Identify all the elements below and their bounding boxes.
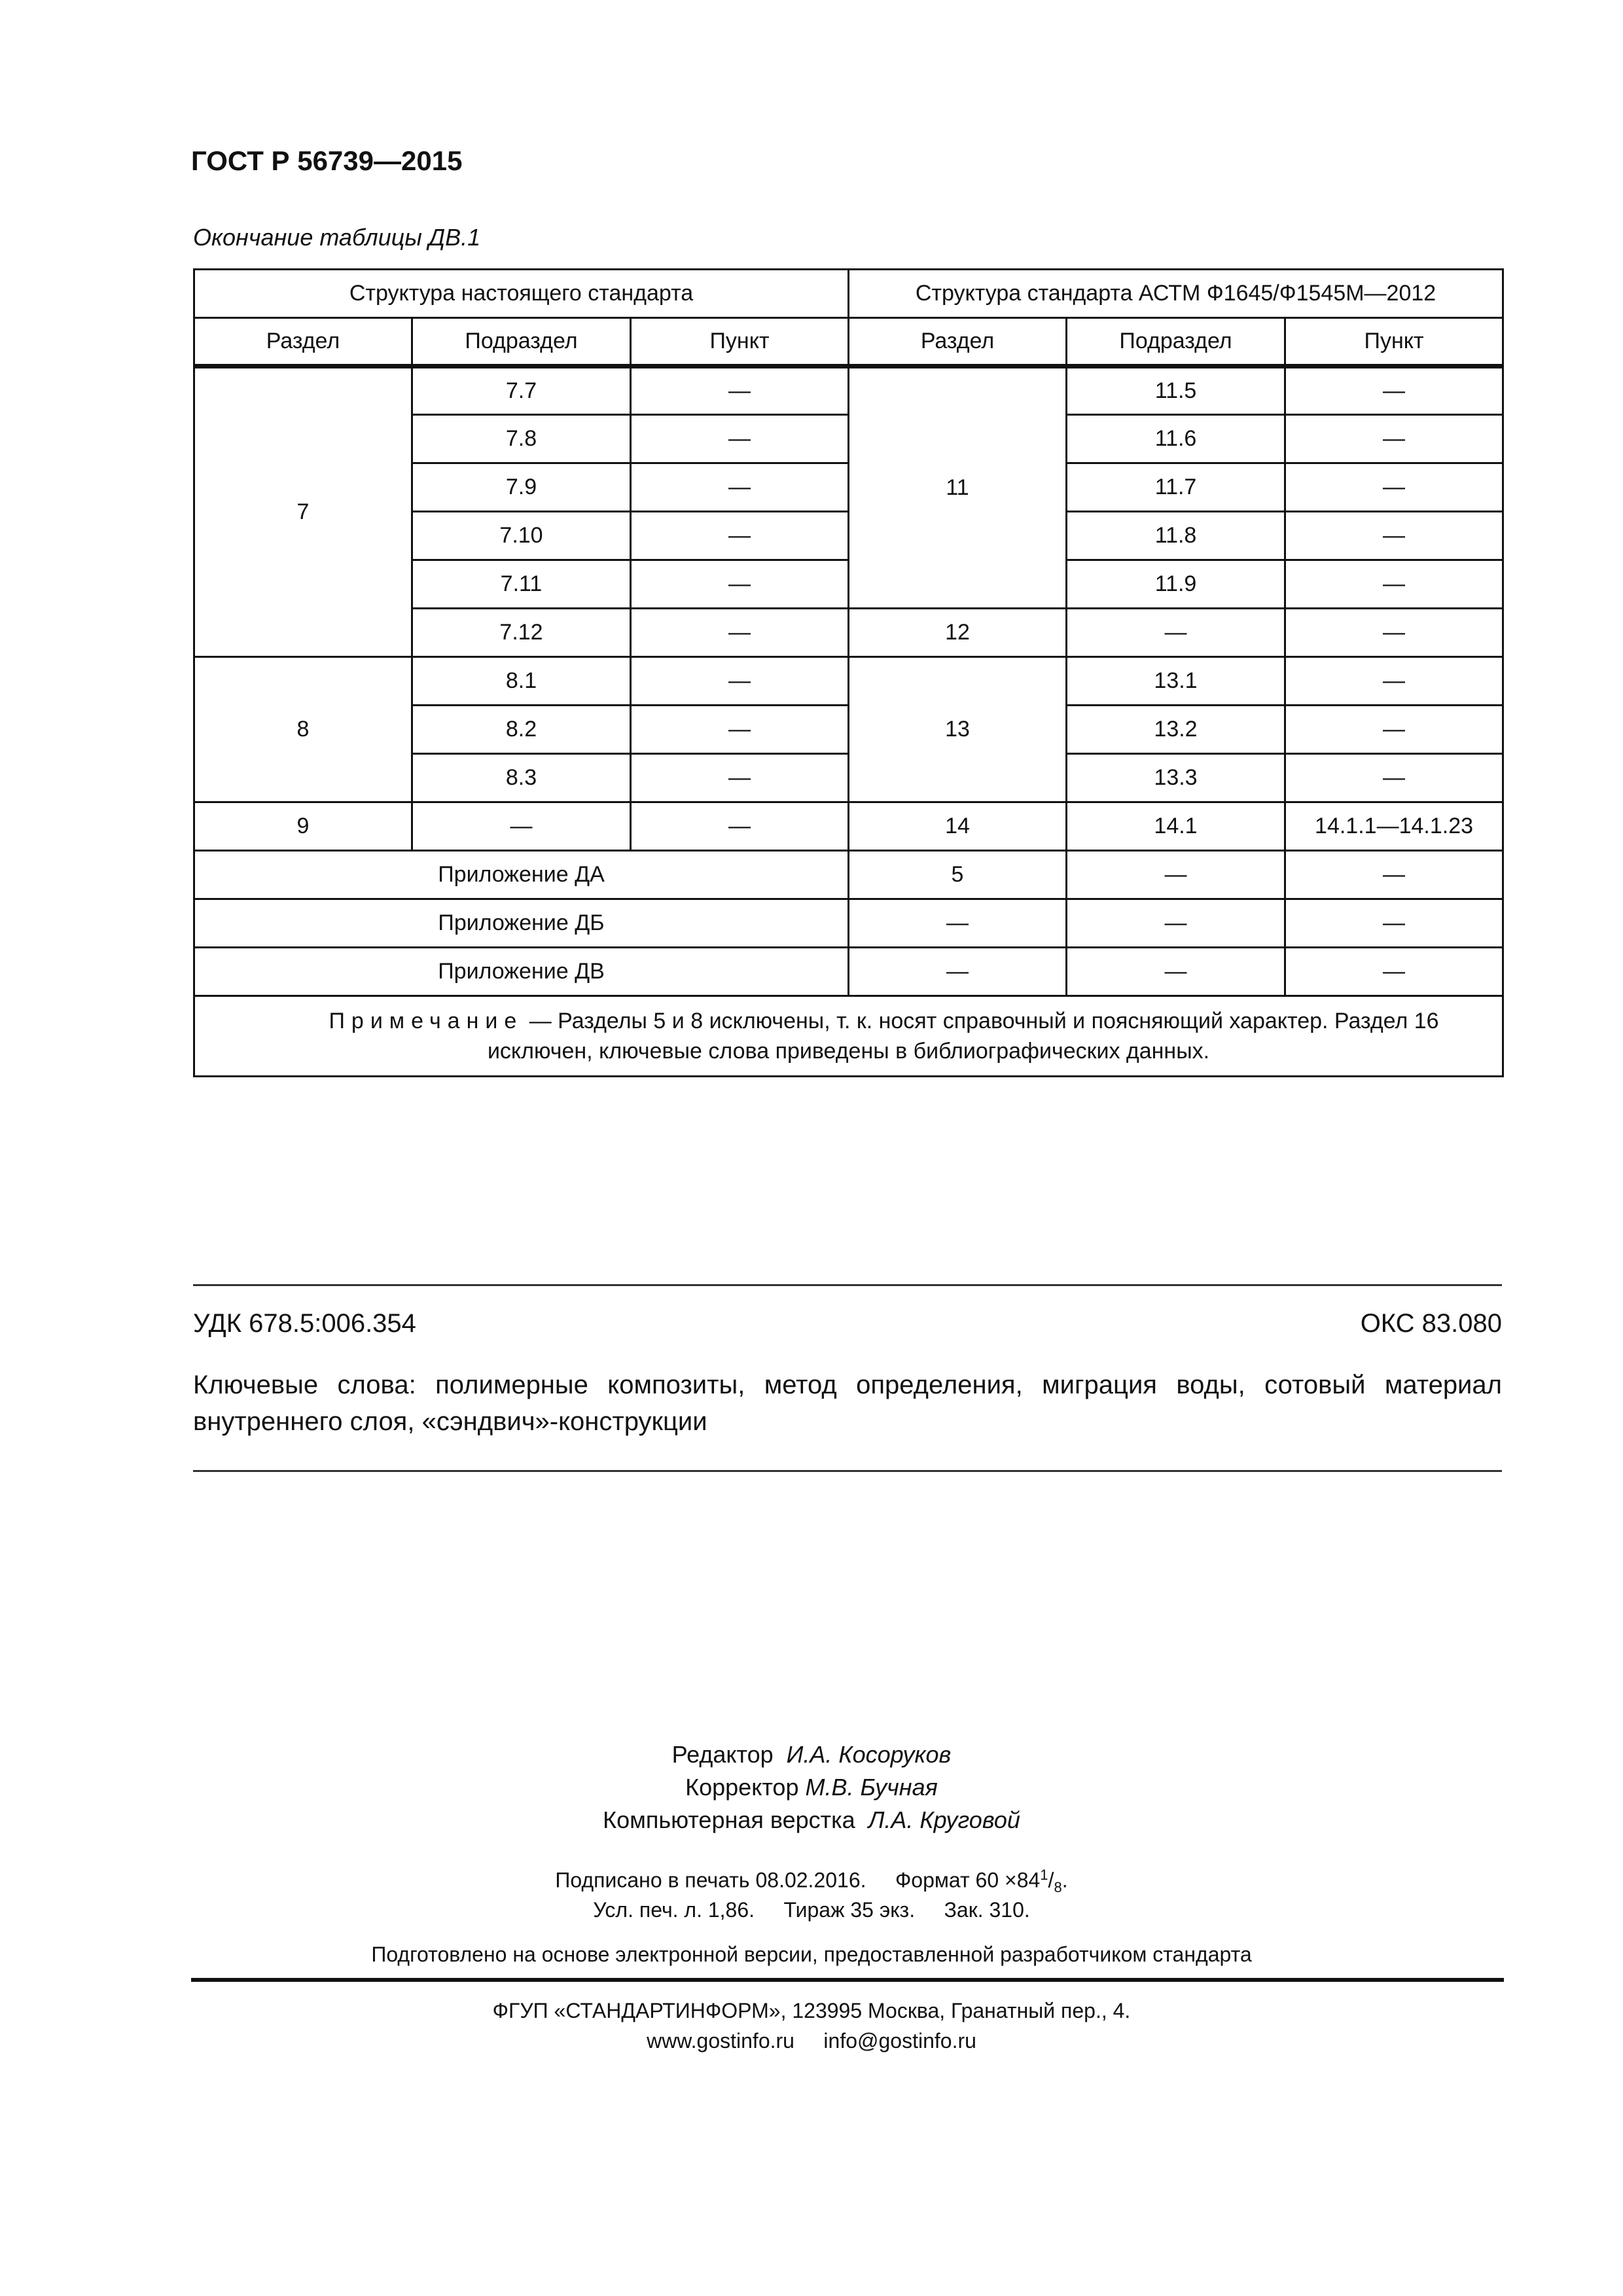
col-header: Подраздел [412, 318, 631, 367]
col-header: Подраздел [1067, 318, 1285, 367]
cell-astm-item: — [1285, 463, 1503, 512]
prepared-note: Подготовлено на основе электронной версии, предоставленной разработчиком стандарта [371, 1943, 1252, 1966]
note-text: — Разделы 5 и 8 исключены, т. к. носят справочный и поясняющий характер. Раздел 16 исключен, ключевые слова приведены в библиографических данных. [487, 1009, 1439, 1064]
editor-label: Редактор [671, 1741, 774, 1768]
cell-item: — [631, 754, 849, 802]
cell-astm-subsection: 11.9 [1067, 560, 1285, 609]
cell-astm-subsection: 14.1 [1067, 802, 1285, 851]
cell-subsection: 7.8 [412, 415, 631, 463]
note-label: Примечание [329, 1009, 524, 1033]
cell-subsection: — [412, 802, 631, 851]
cell-astm-item: — [1285, 415, 1503, 463]
cell-razdel: 7 [194, 367, 412, 657]
cell-astm-razdel: 12 [849, 609, 1067, 657]
cell-subsection: 7.7 [412, 367, 631, 415]
table-note-row [194, 996, 1503, 1077]
cell-astm-item: — [1285, 657, 1503, 706]
format-numerator: 1 [1040, 1867, 1048, 1883]
cell-subsection: 7.9 [412, 463, 631, 512]
cell-appendix: Приложение ДВ [194, 948, 849, 996]
table-note [194, 996, 1503, 1077]
table-row [194, 802, 1503, 851]
cell-astm-item: — [1285, 512, 1503, 560]
corrector-name: М.В. Бучная [805, 1774, 938, 1801]
cell-astm-razdel: 5 [849, 851, 1067, 899]
cell-astm-razdel: — [849, 899, 1067, 948]
udk-code: УДК 678.5:006.354 [193, 1309, 416, 1338]
cell-astm-razdel: 13 [849, 657, 1067, 802]
cell-item: — [631, 802, 849, 851]
cell-appendix: Приложение ДА [194, 851, 849, 899]
cell-item: — [631, 657, 849, 706]
layout-line [0, 1806, 1623, 1834]
cell-astm-subsection: 11.8 [1067, 512, 1285, 560]
cell-astm-razdel: — [849, 948, 1067, 996]
cell-astm-subsection: — [1067, 609, 1285, 657]
divider [193, 1284, 1502, 1286]
cell-astm-razdel: 11 [849, 367, 1067, 609]
cell-astm-item: — [1285, 948, 1503, 996]
table-row [194, 367, 1503, 415]
group-header-current: Структура настоящего стандарта [194, 270, 849, 318]
cell-razdel: 9 [194, 802, 412, 851]
publisher-site-link[interactable]: www.gostinfo.ru [647, 2029, 794, 2053]
cell-item: — [631, 512, 849, 560]
print-line-1: Подписано в печать 08.02.2016. Формат $60 \times 84^1/_8$. [555, 1867, 1068, 1896]
col-header: Пункт [1285, 318, 1503, 367]
cell-subsection: 7.10 [412, 512, 631, 560]
cell-astm-subsection: 11.6 [1067, 415, 1285, 463]
signed-date: Подписано в печать 08.02.2016. [555, 1868, 866, 1892]
layout-name: Л.А. Круговой [868, 1806, 1020, 1833]
cell-astm-subsection: — [1067, 899, 1285, 948]
cell-subsection: 8.2 [412, 706, 631, 754]
col-header: Раздел [849, 318, 1067, 367]
publisher-email-link[interactable]: info@gostinfo.ru [823, 2029, 976, 2053]
table-row [194, 899, 1503, 948]
cell-astm-subsection: — [1067, 851, 1285, 899]
cell-subsection: 8.1 [412, 657, 631, 706]
cell-astm-item: — [1285, 609, 1503, 657]
corrector-line [0, 1774, 1623, 1801]
cell-astm-subsection: 11.5 [1067, 367, 1285, 415]
publisher-contacts [0, 2029, 1623, 2053]
format-label: Формат 60 ×84 [895, 1868, 1041, 1892]
cell-item: — [631, 415, 849, 463]
cell-astm-subsection: — [1067, 948, 1285, 996]
table-row [194, 657, 1503, 706]
cell-astm-item: — [1285, 899, 1503, 948]
cell-item: — [631, 367, 849, 415]
cell-astm-subsection: 13.1 [1067, 657, 1285, 706]
cell-astm-subsection: 13.2 [1067, 706, 1285, 754]
divider-thick [191, 1978, 1504, 1982]
cell-item: — [631, 463, 849, 512]
cell-subsection: 7.11 [412, 560, 631, 609]
print-line-2: Усл. печ. л. 1,86. Тираж 35 экз. Зак. 310. [593, 1898, 1030, 1922]
divider [193, 1470, 1502, 1472]
col-header: Пункт [631, 318, 849, 367]
cell-astm-item: — [1285, 706, 1503, 754]
cell-razdel: 8 [194, 657, 412, 802]
layout-label: Компьютерная верстка [603, 1806, 855, 1833]
cell-astm-item: — [1285, 367, 1503, 415]
table-row [194, 851, 1503, 899]
table-caption: Окончание таблицы ДВ.1 [193, 224, 481, 251]
cell-appendix: Приложение ДБ [194, 899, 849, 948]
keywords: Ключевые слова: полимерные композиты, метод определения, миграция воды, сотовый материал внутреннего слоя, «сэндвич»-конструкции [193, 1371, 1502, 1436]
cell-astm-item: 14.1.1—14.1.23 [1285, 802, 1503, 851]
cell-item: — [631, 706, 849, 754]
group-header-astm: Структура стандарта АСТМ Ф1645/Ф1545М—2012 [849, 270, 1503, 318]
cell-item: — [631, 609, 849, 657]
editor-line [0, 1741, 1623, 1768]
oks-code: ОКС 83.080 [1360, 1309, 1502, 1338]
cell-astm-razdel: 14 [849, 802, 1067, 851]
cell-astm-item: — [1285, 754, 1503, 802]
document-code: ГОСТ Р 56739—2015 [191, 145, 463, 176]
col-header: Раздел [194, 318, 412, 367]
table-row [194, 948, 1503, 996]
cell-item: — [631, 560, 849, 609]
structure-comparison-table [193, 268, 1504, 1077]
cell-subsection: 7.12 [412, 609, 631, 657]
publisher-address: ФГУП «СТАНДАРТИНФОРМ», 123995 Москва, Гранатный пер., 4. [492, 1999, 1131, 2022]
cell-astm-item: — [1285, 851, 1503, 899]
cell-astm-subsection: 13.3 [1067, 754, 1285, 802]
cell-subsection: 8.3 [412, 754, 631, 802]
format-denominator: 8 [1054, 1879, 1062, 1896]
corrector-label: Корректор [685, 1774, 799, 1801]
cell-astm-item: — [1285, 560, 1503, 609]
editor-name: И.А. Косоруков [786, 1741, 952, 1768]
cell-astm-subsection: 11.7 [1067, 463, 1285, 512]
